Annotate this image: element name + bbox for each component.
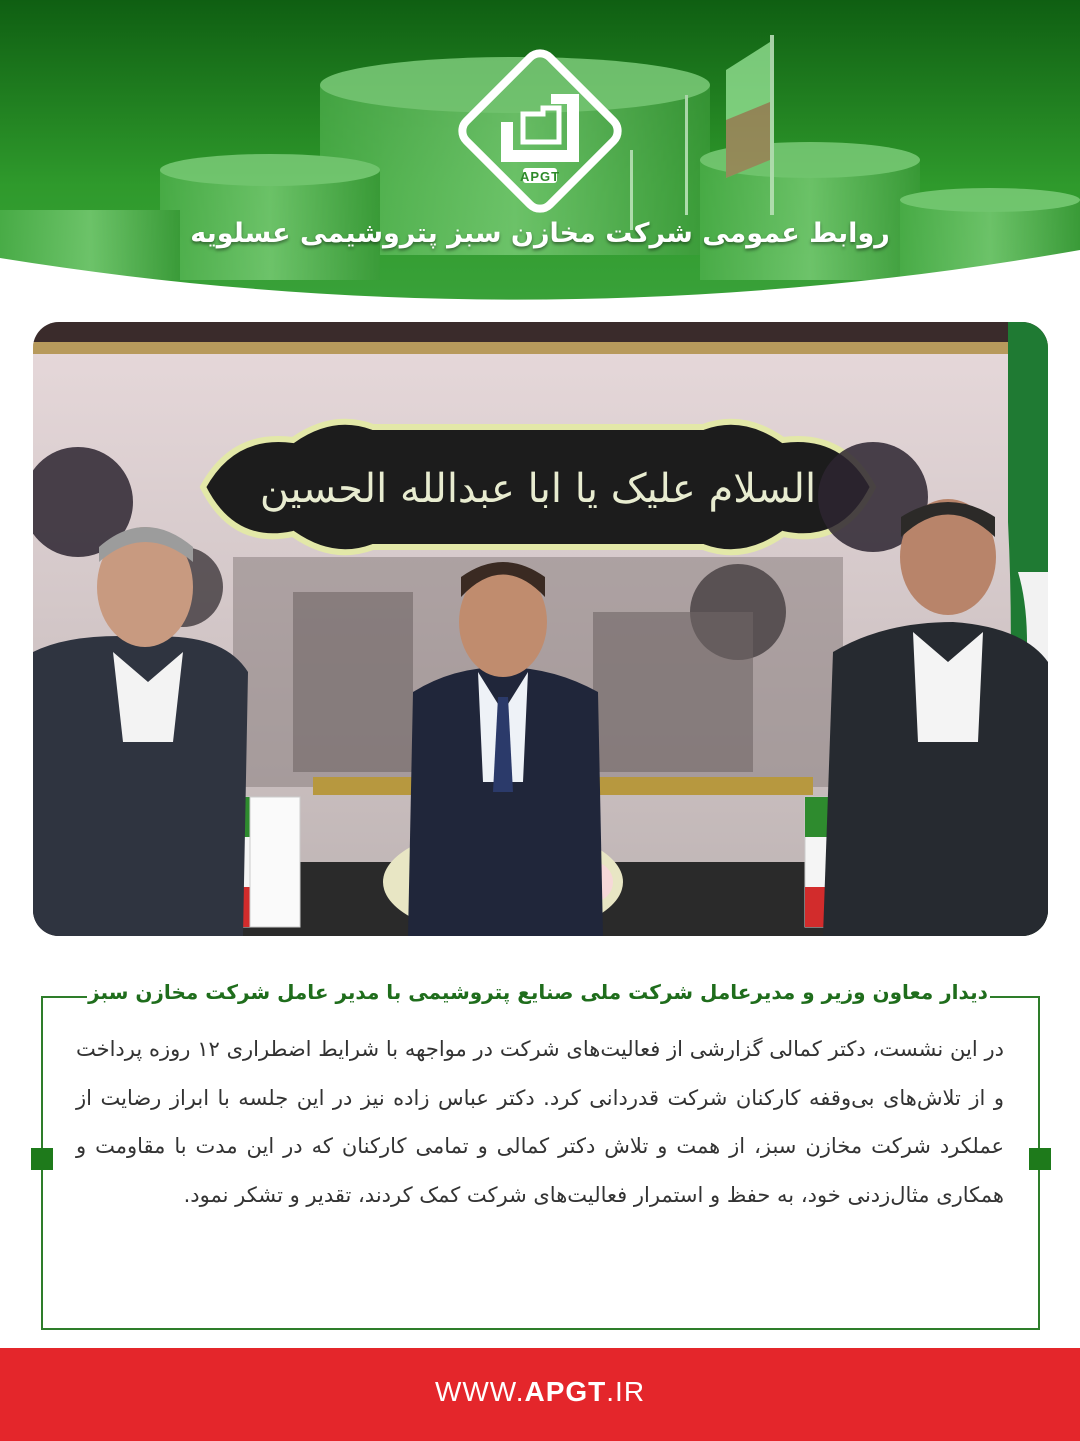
url-prefix: WWW. (434, 1376, 525, 1407)
header-banner (0, 0, 1080, 310)
frame-top-left-rule (41, 996, 87, 998)
meeting-photo (33, 322, 1048, 936)
url-suffix: .IR (606, 1376, 646, 1407)
frame-right-square-icon (1029, 1148, 1051, 1170)
svg-text:السلام علیک یا ابا عبدالله الح: السلام علیک یا ابا عبدالله الحسین (259, 466, 817, 512)
logo-text: APGT (519, 169, 561, 184)
article-title: دیدار معاون وزیر و مدیرعامل شرکت ملی صنایع پتروشیمی با مدیر عامل شرکت مخازن سبز (88, 980, 988, 1004)
frame-top-right-rule (990, 996, 1040, 998)
page-title: روابط عمومی شرکت مخازن سبز پتروشیمی عسلویه (190, 218, 890, 249)
company-logo (451, 42, 629, 220)
meeting-photo-illustration (33, 322, 1048, 936)
logo-emblem-icon (451, 42, 629, 220)
url-brand: APGT (524, 1376, 607, 1407)
footer-bar (0, 1348, 1080, 1441)
frame-left-square-icon (31, 1148, 53, 1170)
article-body: در این نشست، دکتر کمالی گزارشی از فعالیت‌های شرکت در مواجهه با شرایط اضطراری ۱۲ روزه پرداخت و از تلاش‌های بی‌وقفه کارکنان شرکت قدردانی کرد. دکتر عباس زاده نیز در این جلسه با ابراز رضایت از عملکرد شرکت مخازن سبز، از همت و تلاش دکتر کمالی و تمامی کارکنان که در این مدت با مقاومت و همکاری مثال‌زدنی خود، به حفظ و استمرار فعالیت‌های شرکت کمک کردند، تقدیر و تشکر نمود. (76, 1037, 1005, 1207)
website-link[interactable] (0, 1376, 1080, 1408)
